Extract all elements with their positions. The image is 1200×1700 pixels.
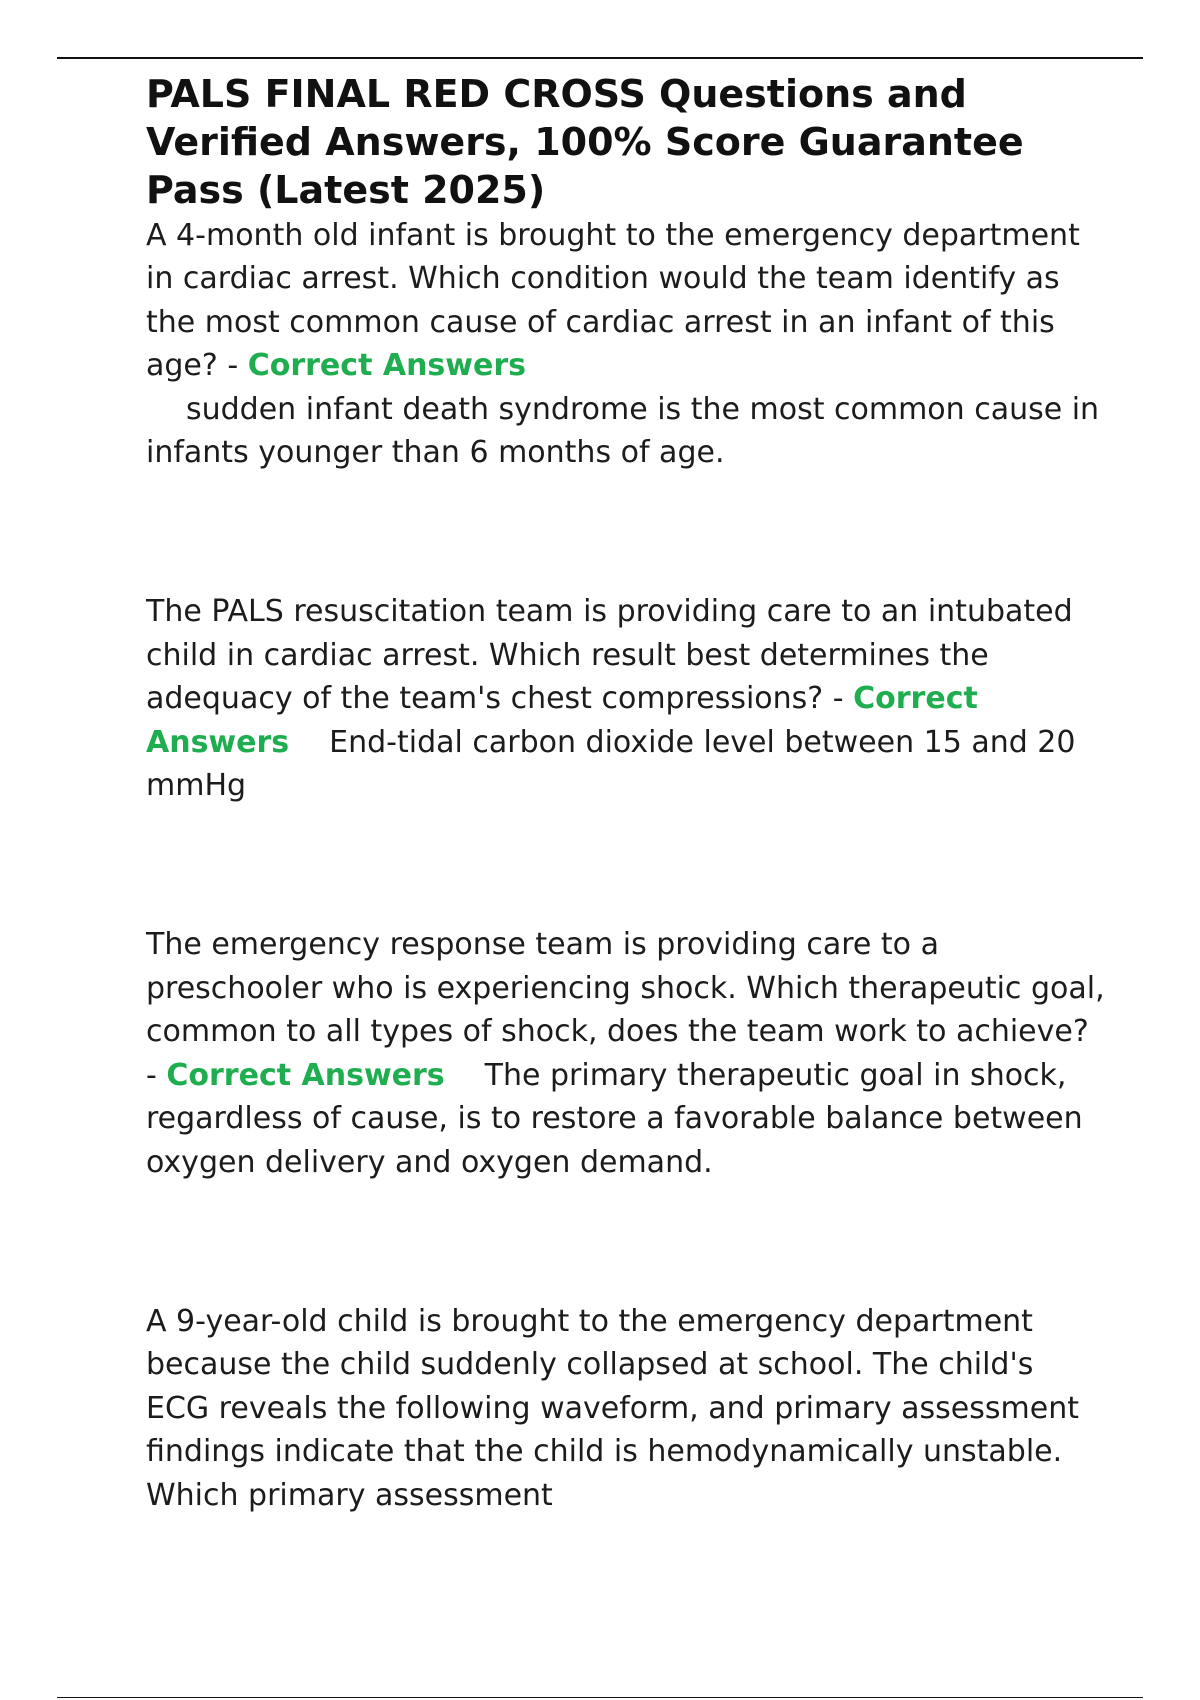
question-text: The emergency response team is providing care to a preschooler who is experiencing shock. Which therapeutic goal, common to all types of shock, does the team work to achieve? - bbox=[146, 927, 1105, 1093]
question-text: A 9-year-old child is brought to the emergency department because the child suddenly collapsed at school. The child's ECG reveals the following waveform, and primary assessment findings indicate that the child is hemodynamically unstable. Which primary assessment bbox=[146, 1303, 1079, 1513]
qa-item-1 bbox=[146, 214, 1106, 474]
spacer bbox=[146, 1184, 1106, 1300]
correct-answers-label: Correct Answers bbox=[247, 348, 526, 384]
top-rule bbox=[57, 57, 1143, 59]
qa-item-4 bbox=[146, 1300, 1106, 1517]
qa-item-2 bbox=[146, 590, 1106, 807]
correct-answers-label: Correct Answers bbox=[166, 1057, 445, 1093]
question-text: A 4-month old infant is brought to the emergency department in cardiac arrest. Which condition would the team identify as the most common cause of cardiac arrest in an infant of this age? - bbox=[146, 218, 1080, 384]
document-title: PALS FINAL RED CROSS Questions and Verified Answers, 100% Score Guarantee Pass (Latest 2025) bbox=[146, 72, 1024, 212]
question-text: The PALS resuscitation team is providing care to an intubated child in cardiac arrest. Which result best determines the adequacy of the team's chest compressions? - bbox=[146, 594, 1073, 717]
spacer bbox=[146, 474, 1106, 590]
spacer bbox=[146, 807, 1106, 923]
answer-text: End-tidal carbon dioxide level between 15 and 20 mmHg bbox=[146, 724, 1076, 804]
answer-text: The primary therapeutic goal in shock, regardless of cause, is to restore a favorable balance between oxygen delivery and oxygen demand. bbox=[146, 1057, 1083, 1180]
document-page bbox=[146, 70, 1106, 1517]
answer-text: sudden infant death syndrome is the most common cause in infants younger than 6 months of age. bbox=[146, 391, 1100, 471]
qa-item-3 bbox=[146, 923, 1106, 1183]
correct-answers-label: Correct Answers bbox=[146, 681, 978, 760]
bottom-rule bbox=[57, 1697, 1143, 1698]
